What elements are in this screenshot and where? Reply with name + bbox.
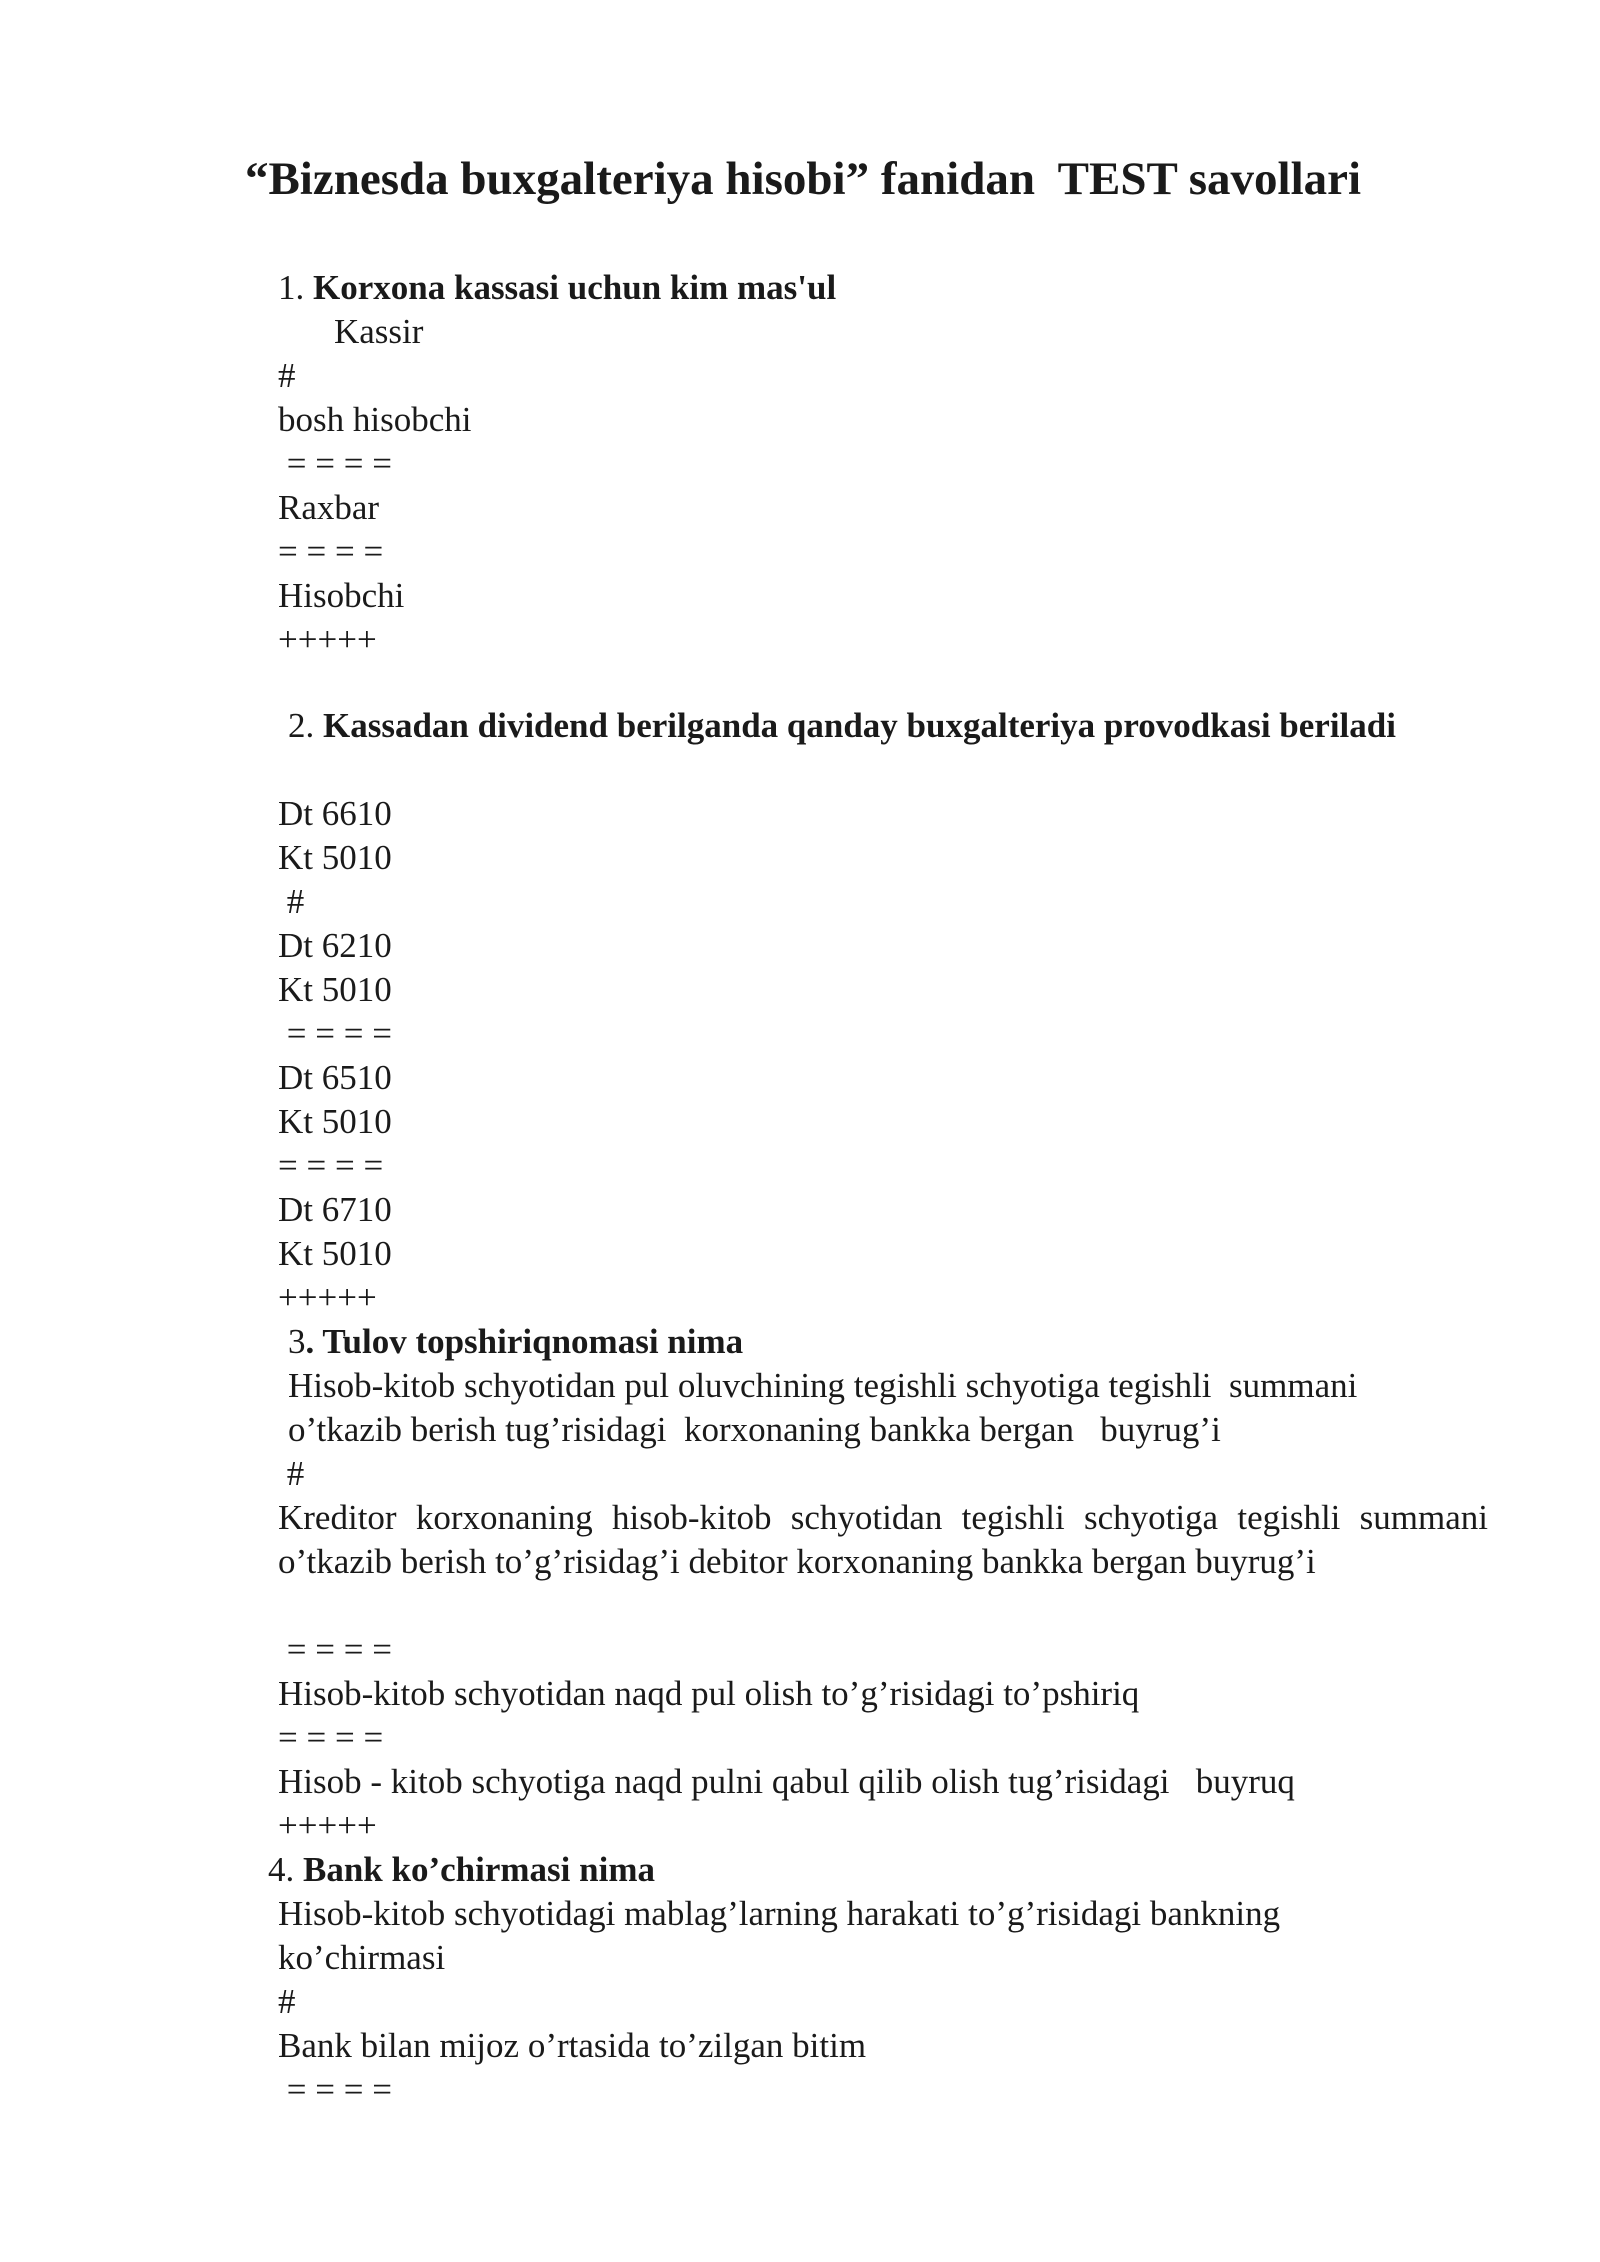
- answer-line: Kt 5010: [278, 838, 392, 877]
- question-text: Kassadan dividend berilganda qanday buxgalteriya provodkasi beriladi: [323, 706, 1396, 745]
- separator-plus: +++++: [278, 620, 377, 659]
- answer-line: ko’chirmasi: [278, 1938, 446, 1977]
- question-4: [268, 1848, 655, 1892]
- document-title: “Biznesda buxgalteriya hisobi” fanidan TEST savollari: [244, 153, 1362, 205]
- answer-line: Dt 6510: [278, 1058, 392, 1097]
- question-number: 1.: [278, 268, 313, 307]
- question-2: [288, 704, 1396, 748]
- separator-equals: = = = =: [278, 532, 384, 571]
- separator-plus: +++++: [278, 1278, 377, 1317]
- separator-hash: #: [278, 356, 296, 395]
- answer-paragraph: Kreditor korxonaning hisob-kitob schyotidan tegishli schyotiga tegishli summani o’tkazib berish to’g’risidag’i debitor korxonaning bankka bergan buyrug’i: [278, 1498, 1488, 1581]
- answer-line: Kassir: [334, 312, 424, 351]
- separator-hash: #: [278, 1982, 296, 2021]
- answer-line: Kt 5010: [278, 1102, 392, 1141]
- question-text: Bank ko’chirmasi nima: [303, 1850, 655, 1889]
- answer-line: Dt 6210: [278, 926, 392, 965]
- question-text: Korxona kassasi uchun kim mas'ul: [313, 268, 837, 307]
- answer-line: Hisobchi: [278, 576, 405, 615]
- separator-equals: = = = =: [278, 1146, 384, 1185]
- separator-hash: #: [278, 882, 305, 921]
- question-3: [288, 1320, 743, 1364]
- answer-line: Kt 5010: [278, 1234, 392, 1273]
- answer-line: o’tkazib berish tug’risidagi korxonaning bankka bergan buyrug’i: [288, 1410, 1221, 1449]
- answer-line: Bank bilan mijoz o’rtasida to’zilgan bitim: [278, 2026, 867, 2065]
- answer-line: Dt 6710: [278, 1190, 392, 1229]
- separator-equals: = = = =: [278, 1014, 392, 1053]
- question-1: [278, 266, 836, 310]
- separator-equals: = = = =: [278, 2070, 392, 2109]
- answer-line: Hisob - kitob schyotiga naqd pulni qabul qilib olish tug’risidagi buyruq: [278, 1762, 1295, 1801]
- answer-line: Hisob-kitob schyotidan pul oluvchining tegishli schyotiga tegishli summani: [288, 1366, 1358, 1405]
- separator-equals: = = = =: [278, 1630, 392, 1669]
- question-number: 3: [288, 1322, 306, 1361]
- answer-line: bosh hisobchi: [278, 400, 472, 439]
- question-number: 4.: [268, 1850, 303, 1889]
- answer-line: Hisob-kitob schyotidan naqd pul olish to’g’risidagi to’pshiriq: [278, 1674, 1140, 1713]
- separator-equals: = = = =: [278, 1718, 384, 1757]
- separator-plus: +++++: [278, 1806, 377, 1845]
- answer-line: Hisob-kitob schyotidagi mablag’larning harakati to’g’risidagi bankning: [278, 1894, 1281, 1933]
- answer-line: Dt 6610: [278, 794, 392, 833]
- separator-hash: #: [278, 1454, 305, 1493]
- answer-line: Kt 5010: [278, 970, 392, 1009]
- answer-line: Raxbar: [278, 488, 380, 527]
- question-number: 2.: [288, 706, 323, 745]
- separator-equals: = = = =: [278, 444, 392, 483]
- question-text: . Tulov topshiriqnomasi nima: [305, 1322, 744, 1361]
